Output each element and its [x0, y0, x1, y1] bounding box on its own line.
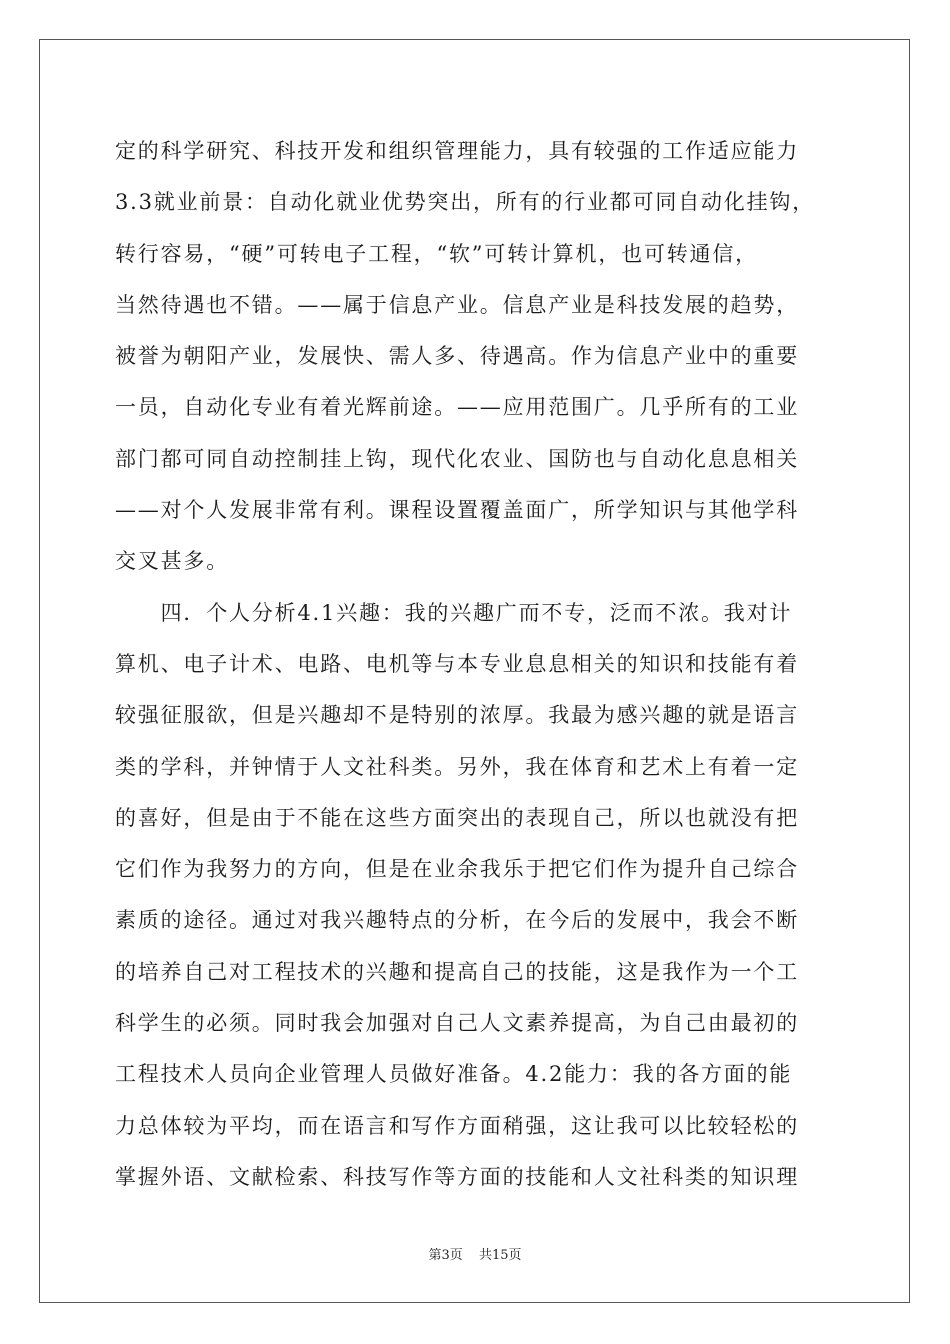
text-line: 科学生的必须。同时我会加强对自己人文素养提高，为自己由最初的: [115, 1011, 799, 1036]
text-line: 的喜好，但是由于不能在这些方面突出的表现自己，所以也就没有把: [115, 805, 799, 830]
text-line: 工程技术人员向企业管理人员做好准备。4.2能力：我的各方面的能: [115, 1062, 793, 1087]
text-line: 算机、电子计术、电路、电机等与本专业息息相关的知识和技能有着: [115, 651, 799, 676]
total-pages: 共15页: [478, 1248, 522, 1263]
text-line: 部门都可同自动控制挂上钩，现代化农业、国防也与自动化息息相关: [115, 446, 799, 471]
page-number: 第3页: [428, 1248, 463, 1263]
text-line: 3.3就业前景：自动化就业优势突出，所有的行业都可同自动化挂钩，: [115, 190, 815, 215]
text-line: 它们作为我努力的方向，但是在业余我乐于把它们作为提升自己综合: [115, 857, 799, 882]
text-line: 掌握外语、文献检索、科技写作等方面的技能和人文社科类的知识理: [115, 1164, 799, 1189]
document-body: [115, 126, 840, 1203]
text-line: 被誉为朝阳产业，发展快、需人多、待遇高。作为信息产业中的重要: [115, 344, 799, 369]
text-line: 四．个人分析4.1兴趣：我的兴趣广而不专，泛而不浓。我对计: [115, 600, 793, 625]
text-line: 定的科学研究、科技开发和组织管理能力，具有较强的工作适应能力: [115, 139, 799, 163]
text-line: 的培养自己对工程技术的兴趣和提高自己的技能，这是我作为一个工: [115, 959, 799, 984]
text-line: 一员，自动化专业有着光辉前途。——应用范围广。几乎所有的工业: [115, 395, 799, 420]
text-line: 素质的途径。通过对我兴趣特点的分析，在今后的发展中，我会不断: [115, 908, 799, 933]
text-line: ——对个人发展非常有利。课程设置覆盖面广，所学知识与其他学科: [115, 498, 799, 523]
text-line: 当然待遇也不错。——属于信息产业。信息产业是科技发展的趋势，: [115, 292, 799, 317]
text-line: 类的学科，并钟情于人文社科类。另外，我在体育和艺术上有着一定: [115, 754, 799, 779]
text-line: 转行容易，“硬”可转电子工程，“软”可转计算机，也可转通信，: [115, 241, 758, 266]
text-line: 力总体较为平均，而在语言和写作方面稍强，这让我可以比较轻松的: [115, 1113, 799, 1138]
text-line: 交叉甚多。: [115, 549, 229, 574]
text-line: 较强征服欲，但是兴趣却不是特别的浓厚。我最为感兴趣的就是语言: [115, 703, 799, 728]
page-footer: [0, 1244, 950, 1263]
